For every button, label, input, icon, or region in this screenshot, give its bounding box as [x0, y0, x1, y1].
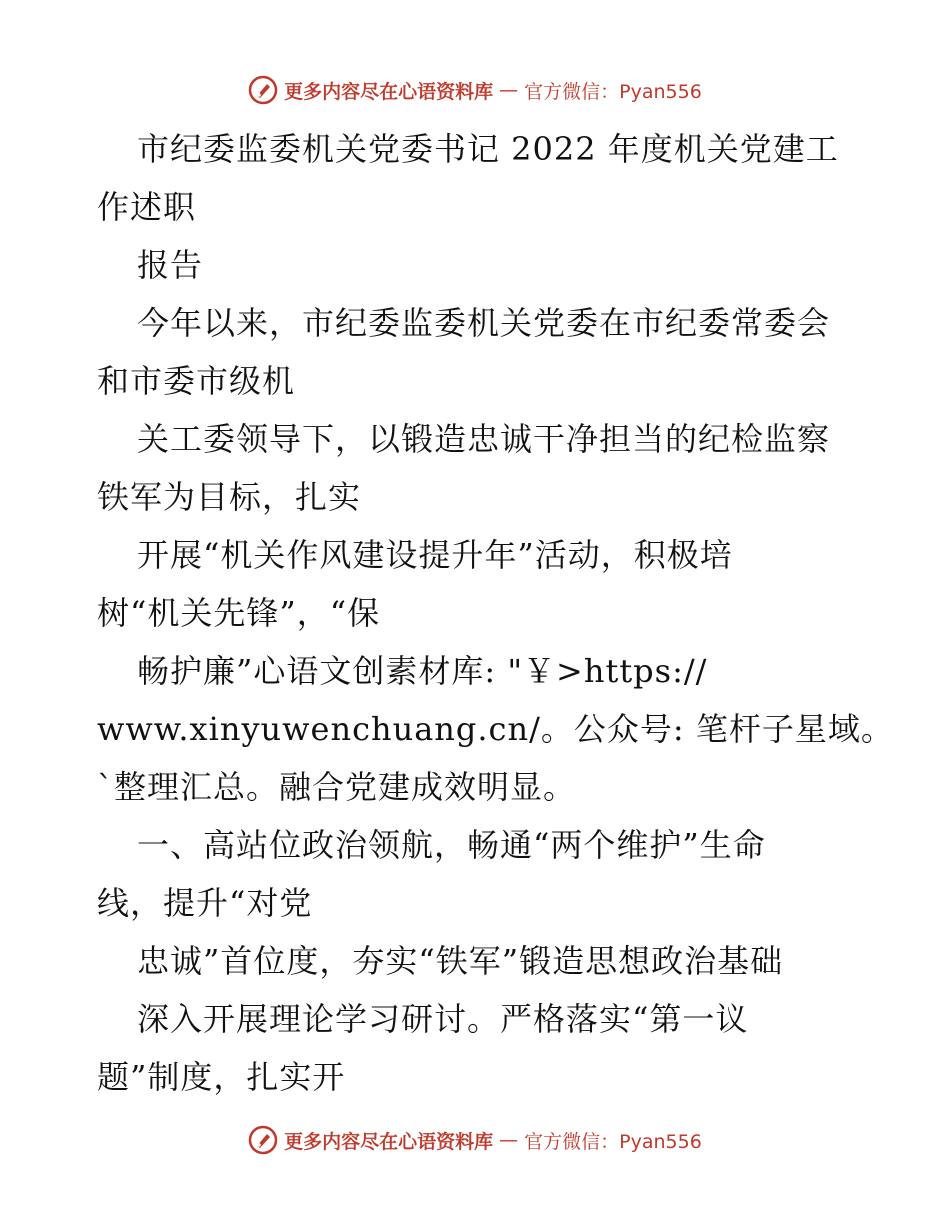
document-body	[97, 120, 894, 1106]
text-line: 开展“机关作风建设提升年”活动，积极培	[137, 536, 733, 574]
text-line: 报告	[137, 246, 204, 284]
banner-title: 更多内容尽在心语资料库	[284, 80, 494, 103]
banner-wechat: 官方微信：Pyan556	[524, 1130, 702, 1153]
text-line: 题”制度，扎实开	[97, 1058, 346, 1096]
pen-nib-logo-icon	[248, 1125, 278, 1155]
text-line: 畅护廉”心语文创素材库: "￥>https://	[137, 652, 708, 690]
text-line: `整理汇总。融合党建成效明显。	[97, 768, 577, 806]
text-line: 树“机关先锋”，“保	[97, 594, 381, 632]
text-line: 深入开展理论学习研讨。严格落实“第一议	[137, 1000, 749, 1038]
header-banner	[0, 70, 950, 110]
text-line: 线，提升“对党	[97, 884, 313, 922]
text-line: 今年以来，市纪委监委机关党委在市纪委常委会	[137, 304, 831, 342]
footer-banner	[0, 1120, 950, 1160]
text-line: 铁军为目标，扎实	[97, 478, 362, 516]
text-line: 忠诚”首位度，夯实“铁军”锻造思想政治基础	[137, 942, 784, 980]
text-line: 一、高站位政治领航，畅通“两个维护”生命	[137, 826, 766, 864]
banner-separator: —	[499, 1129, 519, 1151]
text-line: 和市委市级机	[97, 362, 296, 400]
banner-title: 更多内容尽在心语资料库	[284, 1130, 494, 1153]
text-line: www.xinyuwenchuang.cn/。公众号: 笔杆子星域。	[97, 710, 894, 748]
pen-nib-logo-icon	[248, 75, 278, 105]
banner-separator: —	[499, 79, 519, 101]
text-line: 市纪委监委机关党委书记 2022 年度机关党建工	[137, 130, 839, 168]
banner-wechat: 官方微信：Pyan556	[524, 80, 702, 103]
text-line: 作述职	[97, 188, 197, 226]
text-line: 关工委领导下，以锻造忠诚干净担当的纪检监察	[137, 420, 831, 458]
